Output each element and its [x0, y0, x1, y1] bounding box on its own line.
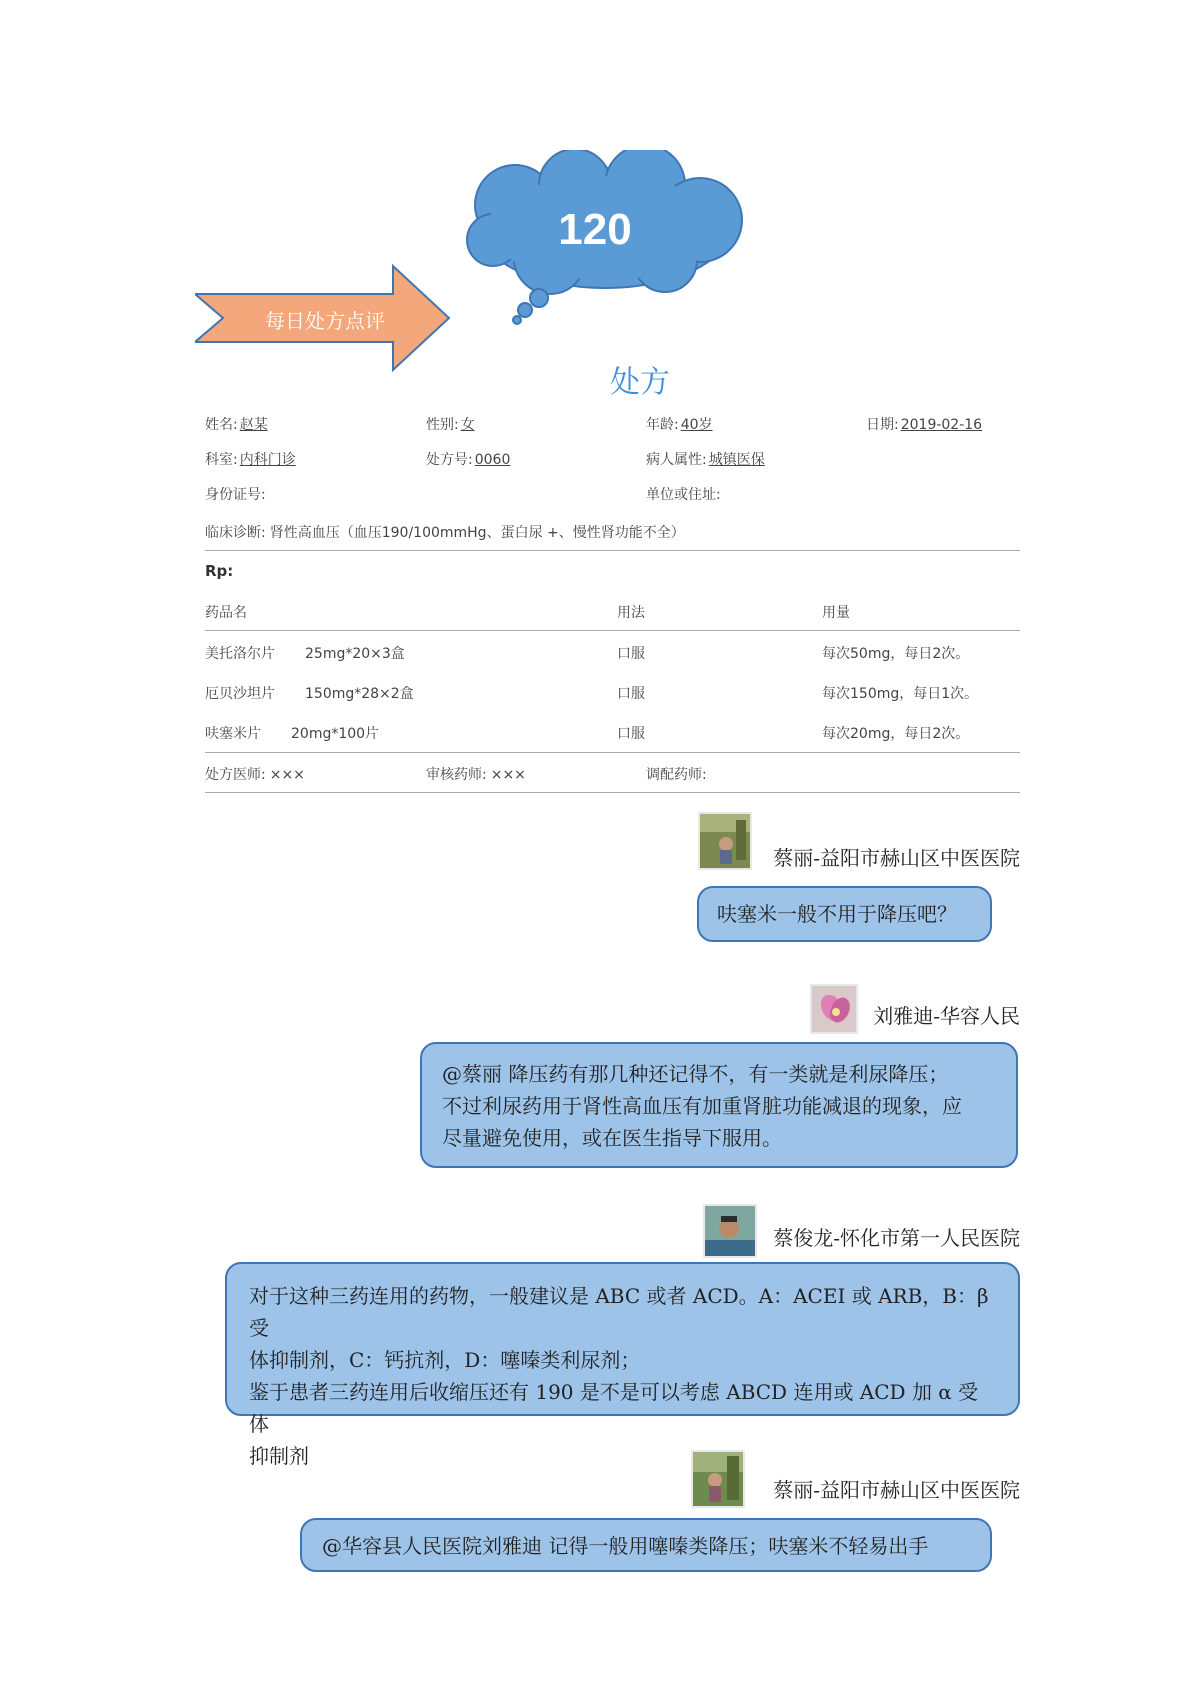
id-number-label: 身份证号: — [205, 487, 266, 503]
age-field — [646, 414, 713, 434]
divider — [205, 752, 1020, 753]
age-value: 40岁 — [680, 417, 713, 433]
prescription-title: 处方 — [610, 365, 670, 400]
patient-name-label: 姓名: — [205, 417, 238, 433]
patient-type-label: 病人属性: — [646, 452, 707, 468]
gender-value: 女 — [460, 417, 475, 433]
diagnosis-field — [205, 522, 685, 542]
rx-number-field — [426, 449, 510, 469]
divider — [205, 792, 1020, 793]
chat-bubble — [420, 1042, 1018, 1168]
drug-dose: 每次20mg，每日2次。 — [822, 726, 970, 742]
rx-number-label: 处方号: — [426, 452, 473, 468]
patient-type-field — [646, 449, 765, 469]
checker-label: 审核药师: — [426, 767, 487, 783]
sender-name: 蔡丽-益阳市赫山区中医医院 — [773, 846, 1020, 870]
message-text: 体抑制剂，C：钙抗剂，D：噻嗪类利尿剂； — [249, 1348, 641, 1372]
department-value: 内科门诊 — [239, 452, 296, 468]
cloud-number: 120 — [558, 205, 632, 254]
dispensing-pharmacist-field — [646, 764, 707, 784]
patient-name-field — [205, 414, 268, 434]
drug-spec: 150mg*28×2盒 — [305, 686, 414, 702]
drug-spec: 25mg*20×3盒 — [305, 646, 405, 662]
message-text: 呋塞米一般不用于降压吧？ — [717, 902, 957, 926]
patient-type-value: 城镇医保 — [708, 452, 765, 468]
drug-dose: 每次150mg，每日1次。 — [822, 686, 979, 702]
drug-name: 呋塞米片 — [205, 726, 261, 742]
divider — [205, 550, 1020, 551]
chat-bubble — [300, 1518, 992, 1572]
sender-name: 蔡丽-益阳市赫山区中医医院 — [773, 1478, 1020, 1502]
date-label: 日期: — [866, 417, 899, 433]
message-text: @蔡丽 降压药有那几种还记得不，有一类就是利尿降压； — [442, 1062, 949, 1086]
age-label: 年龄: — [646, 417, 679, 433]
date-field — [866, 414, 982, 434]
drug-usage: 口服 — [617, 726, 645, 742]
drug-usage: 口服 — [617, 686, 645, 702]
checker-value: ××× — [490, 767, 526, 783]
drug-usage: 口服 — [617, 646, 645, 662]
id-number-field — [205, 484, 266, 504]
date-value: 2019-02-16 — [900, 417, 983, 433]
message-text: 抑制剂 — [249, 1444, 309, 1468]
gender-label: 性别: — [426, 417, 459, 433]
chat-bubble — [225, 1262, 1020, 1468]
address-field — [646, 484, 721, 504]
doctor-value: ××× — [269, 767, 305, 783]
patient-name-value: 赵某 — [239, 417, 268, 433]
drug-name: 厄贝沙坦片 — [205, 686, 275, 702]
drug-spec: 20mg*100片 — [291, 726, 380, 742]
diagnosis-label: 临床诊断: — [205, 525, 266, 541]
arrow-banner-label: 每日处方点评 — [265, 309, 385, 333]
dispenser-label: 调配药师: — [646, 767, 707, 783]
col-usage-header: 用法 — [617, 605, 645, 621]
rp-label: Rp: — [205, 562, 234, 580]
message-text: 对于这种三药连用的药物，一般建议是 ABC 或者 ACD。A：ACEI 或 ARB，B：β 受 — [249, 1284, 989, 1340]
sender-name: 蔡俊龙-怀化市第一人民医院 — [773, 1226, 1020, 1250]
divider — [205, 630, 1020, 631]
doctor-label: 处方医师: — [205, 767, 266, 783]
rx-number-value: 0060 — [474, 452, 511, 468]
gender-field — [426, 414, 475, 434]
diagnosis-value: 肾性高血压（血压190/100mmHg、蛋白尿 +、慢性肾功能不全） — [269, 525, 685, 541]
col-dose-header: 用量 — [822, 605, 850, 621]
col-drug-header: 药品名 — [205, 605, 247, 621]
drug-name: 美托洛尔片 — [205, 646, 275, 662]
address-label: 单位或住址: — [646, 487, 721, 503]
prescribing-doctor-field — [205, 764, 305, 784]
department-label: 科室: — [205, 452, 238, 468]
message-text: @华容县人民医院刘雅迪 记得一般用噻嗪类降压；呋塞米不轻易出手 — [322, 1534, 929, 1558]
message-text: 尽量避免使用，或在医生指导下服用。 — [442, 1126, 782, 1150]
sender-name: 刘雅迪-华容人民 — [873, 1004, 1020, 1028]
reviewing-pharmacist-field — [426, 764, 526, 784]
department-field — [205, 449, 296, 469]
message-text: 鉴于患者三药连用后收缩压还有 190 是不是可以考虑 ABCD 连用或 ACD 加 α 受体 — [249, 1380, 979, 1436]
drug-dose: 每次50mg，每日2次。 — [822, 646, 970, 662]
chat-bubble — [697, 886, 992, 942]
message-text: 不过利尿药用于肾性高血压有加重肾脏功能减退的现象，应 — [442, 1094, 962, 1118]
